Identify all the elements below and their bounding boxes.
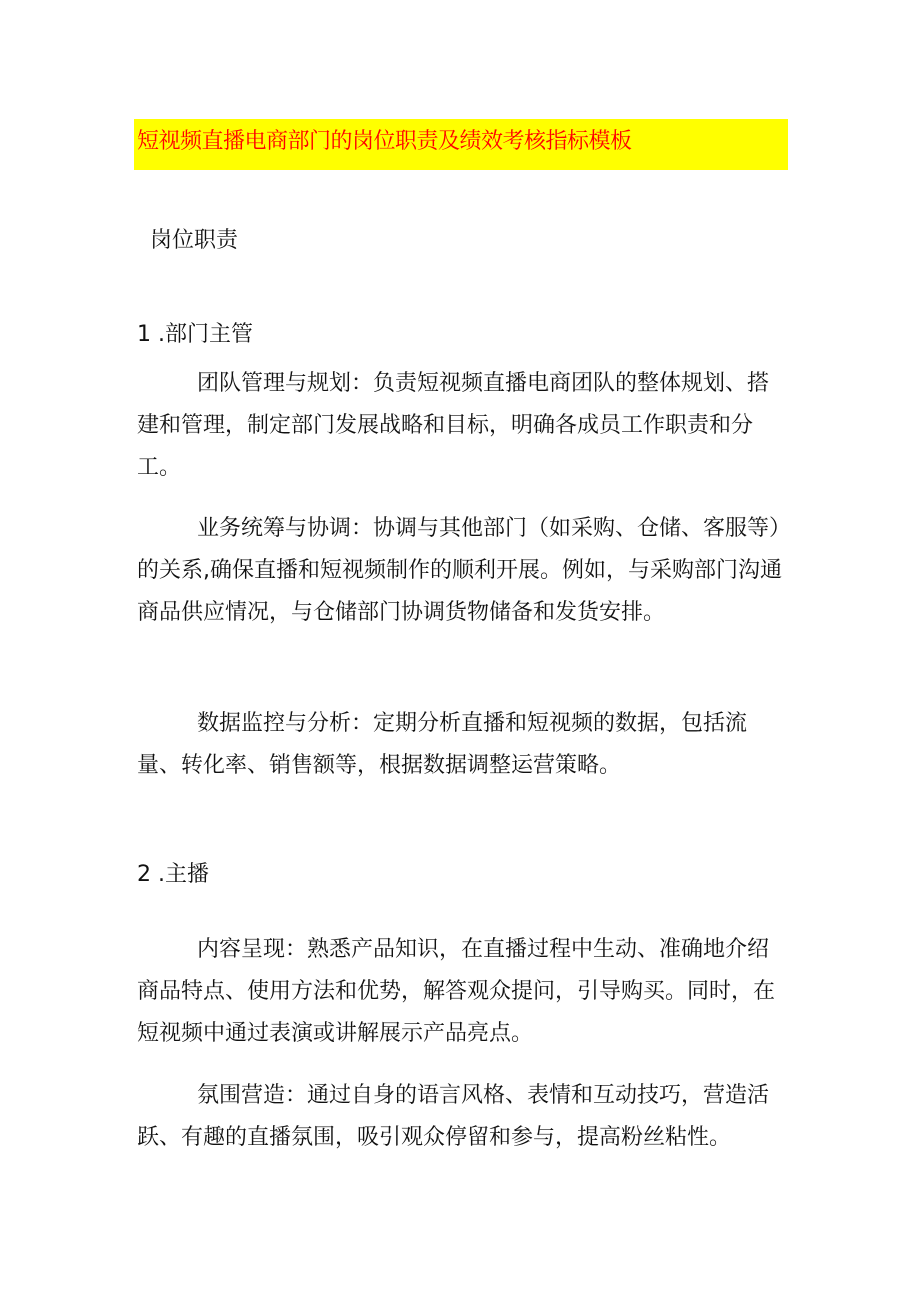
role-heading-supervisor: 1 .部门主管 xyxy=(137,322,253,347)
paragraph-atmosphere: 氛围营造：通过自身的语言风格、表情和互动技巧，营造活跃、有趣的直播氛围，吸引观众停留和参与，提高粉丝粘性。 xyxy=(137,1083,770,1150)
role-heading-host: 2 .主播 xyxy=(137,862,209,887)
paragraph-data-analysis: 数据监控与分析：定期分析直播和短视频的数据，包括流量、转化率、销售额等，根据数据调整运营策略。 xyxy=(137,711,748,778)
document-title: 短视频直播电商部门的岗位职责及绩效考核指标模板 xyxy=(137,129,632,154)
paragraph-content-presentation: 内容呈现：熟悉产品知识，在直播过程中生动、准确地介绍商品特点、使用方法和优势，解答观众提问，引导购买。同时，在短视频中通过表演或讲解展示产品亮点。 xyxy=(137,937,776,1046)
section-heading: 岗位职责 xyxy=(150,228,239,253)
paragraph-business-coordination: 业务统筹与协调：协调与其他部门（如采购、仓储、客服等）的关系,确保直播和短视频制作的顺利开展。例如，与采购部门沟通商品供应情况，与仓储部门协调货物储备和发货安排。 xyxy=(137,516,782,625)
paragraph-team-management: 团队管理与规划：负责短视频直播电商团队的整体规划、搭建和管理，制定部门发展战略和目标，明确各成员工作职责和分工。 xyxy=(137,371,770,480)
